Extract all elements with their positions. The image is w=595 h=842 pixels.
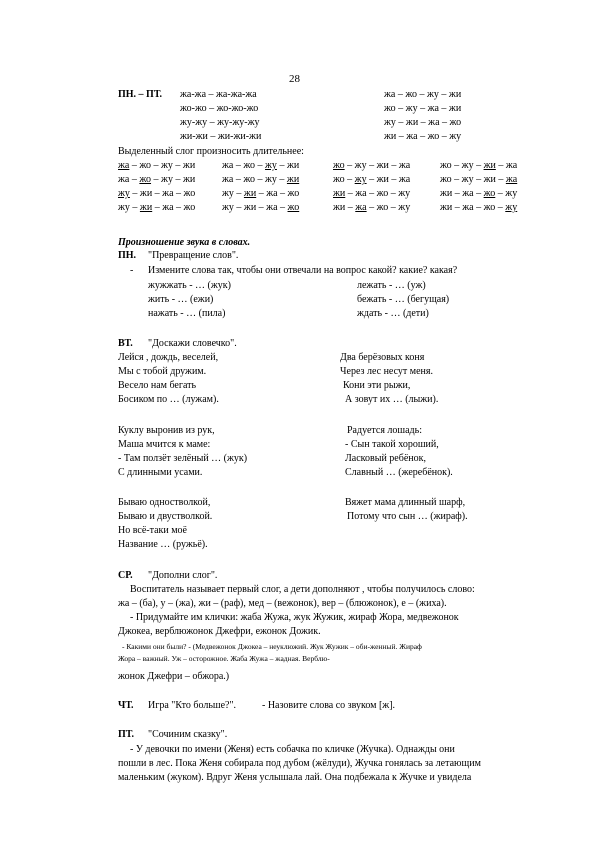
syllable-sequence [333,174,410,186]
block1-label: ПН. – ПТ. [118,89,163,100]
syllable-post: – жи – жа – жо [129,188,196,199]
game3-para1-cont: жа – (ба), у – (жа), жи – (раф), мед – (вежонок), вер – (блюжонок), е – (жиха). [118,598,447,609]
game1-dash: - [130,265,134,276]
block1-right-line: жа – жо – жу – жи [384,89,462,100]
poem-line: Бываю одностволкой, [118,497,211,508]
syllable-sequence [222,174,299,186]
syllable-pre: жа – [118,174,140,185]
syllable-sequence [222,160,299,172]
stressed-syllable: жу [265,160,277,171]
game1-title: "Превращение слов". [148,250,239,261]
game1-left-item: жить - … (ежи) [148,294,214,305]
syllable-pre: жа – жо – жу – [222,174,287,185]
game1-right-item: бежать - … (бегущая) [357,294,450,305]
syllable-post: – жи [276,160,300,171]
game5-title: "Сочиним сказку". [148,729,228,740]
stressed-syllable: жо [333,160,345,171]
game5-line: пошли в лес. Пока Женя собирала под дубом (жёлуди), Жучка гонялась за летающим [118,758,481,769]
stressed-syllable: жу [354,174,367,185]
syllable-post: – жи – жа [366,174,411,185]
syllable-pre: жу – [222,188,244,199]
syllable-post: – жо – жу – жи [129,160,196,171]
syllable-sequence [118,188,195,200]
syllable-sequence [118,174,195,186]
game3-note-end: жонок Джефри – обжора.) [118,671,230,682]
syllable-pre: жи – жа – [440,188,484,199]
stressed-syllable: жи [333,188,346,199]
block1-left-line: жа-жа – жа-жа-жа [180,89,257,100]
block1-left-line: жу-жу – жу-жу-жу [180,117,260,128]
syllable-post: – жа [495,160,518,171]
syllable-sequence [118,202,195,214]
poem-line: Вяжет мама длинный шарф, [345,497,466,508]
syllable-post: – жу – жи – жа [344,160,411,171]
syllable-post: – жа – жо – жу [345,188,411,199]
game3-label: СР. [118,570,133,581]
game2-label: ВТ. [118,338,133,349]
stressed-syllable: жа [118,160,130,171]
syllable-post: – жа – жо [256,188,300,199]
syllable-pre: жу – жи – жа – [222,202,288,213]
stressed-syllable: жо [483,188,496,199]
game3-para2: - Придумайте им клички: жаба Жужа, жук Жужик, жираф Жора, медвежонок [130,612,459,623]
syllable-sequence [333,160,410,172]
syllable-sequence [222,188,299,200]
game3-para2-cont: Джокеа, верблюжонок Джефри, ежонок Дожик. [118,626,321,637]
poem-line: - Сын такой хороший, [345,439,439,450]
poem-line: Бываю и двустволкой. [118,511,213,522]
game4-label: ЧТ. [118,700,134,711]
poem-line: Через лес несут меня. [340,366,433,377]
game1-right-item: ждать - … (дети) [357,308,429,319]
block1-right-line: жи – жа – жо – жу [384,131,462,142]
stressed-syllable: жа [355,202,367,213]
block1-left-line: жи-жи – жи-жи-жи [180,131,262,142]
syllable-pre: жо – жу – [440,160,484,171]
syllable-sequence [440,160,517,172]
game3-para1: Воспитатель называет первый слог, а дети дополняют , чтобы получилось слово: [130,584,475,595]
poem-line: Босиком по … (лужам). [118,394,219,405]
stressed-syllable: жи [243,188,257,199]
stressed-syllable: жу [118,188,130,199]
game5-label: ПТ. [118,729,134,740]
poem-line: Славный … (жеребёнок). [345,467,453,478]
poem-line: Но всё-таки моё [118,525,187,536]
game4-title: Игра "Кто больше?". [148,700,237,711]
poem-line: С длинными усами. [118,467,203,478]
syllable-pre: жи – жа – жо – [440,202,506,213]
syllable-pre: жа – жо – [222,160,266,171]
syllable-sequence [333,202,410,214]
game3-note: - Какими они были? - (Медвежонок Джокеа – неуклюжий. Жук Жужик – оби-женный. Жираф [122,642,422,651]
stressed-syllable: жи [139,202,153,213]
syllable-pre: жи – [333,202,356,213]
stressed-syllable: жи [286,174,300,185]
syllable-pre: жо – жу – жи – [440,174,506,185]
poem-line: Весело нам бегать [118,380,197,391]
poem-line: Потому что сын … (жираф). [347,511,468,522]
game2-title: "Доскажи словечко". [148,338,237,349]
syllable-sequence [440,188,517,200]
syllable-sequence [440,174,517,186]
stressed-syllable: жо [287,202,300,213]
stressed-syllable: жу [505,202,518,213]
block1-right-line: жо – жу – жа – жи [384,103,462,114]
poem-line: Название … (ружьё). [118,539,208,550]
syllable-pre: жо – [333,174,355,185]
poem-line: Мы с тобой дружим. [118,366,207,377]
poem-line: Маша мчится к маме: [118,439,211,450]
poem-line: - Там ползёт зелёный … (жук) [118,453,248,464]
poem-line: Два берёзовых коня [340,352,425,363]
syllable-post: – жо – жу [366,202,411,213]
stressed-syllable: жо [139,174,152,185]
poem-line: Радуется лошадь: [347,425,422,436]
game5-line: - У девочки по имени (Женя) есть собачка по кличке (Жучка). Однажды они [130,744,455,755]
syllable-sequence [222,202,299,214]
syllable-sequence [118,160,195,172]
game1-right-item: лежать - … (уж) [357,280,426,291]
game3-note-cont: Жора – важный. Уж – осторожное. Жаба Жужа – жадная. Верблю- [118,654,330,663]
poem-line: Лейся , дождь, веселей, [118,352,219,363]
page-number: 28 [289,73,300,85]
poem-line: А зовут их … (лыжи). [345,394,439,405]
syllable-post: – жу – жи [151,174,196,185]
stress-instruction: Выделенный слог произносить длительнее: [118,146,304,157]
game1-instruction: Измените слова так, чтобы они отвечали на вопрос какой? какие? какая? [148,265,458,276]
stressed-syllable: жа [505,174,518,185]
section-title: Произношение звука в словах. [118,237,251,248]
poem-line: Ласковый ребёнок, [345,453,426,464]
syllable-sequence [333,188,410,200]
syllable-post: – жу [495,188,518,199]
game4-task: - Назовите слова со звуком [ж]. [262,700,396,711]
poem-line: Куклу выронив из рук, [118,425,215,436]
syllable-pre: жу – [118,202,140,213]
syllable-sequence [440,202,517,214]
game1-left-item: жужжать - … (жук) [148,280,231,291]
block1-left-line: жо-жо – жо-жо-жо [180,103,259,114]
game5-line: маленьким (жуком). Вдруг Женя услышала лай. Она подбежала к Жучке и увидела [118,772,472,783]
poem-line: Кони эти рыжи, [343,380,411,391]
stressed-syllable: жи [483,160,496,171]
syllable-post: – жа – жо [152,202,196,213]
game3-title: "Дополни слог". [148,570,218,581]
game1-label: ПН. [118,250,137,261]
game1-left-item: нажать - … (пила) [148,308,226,319]
block1-right-line: жу – жи – жа – жо [384,117,462,128]
